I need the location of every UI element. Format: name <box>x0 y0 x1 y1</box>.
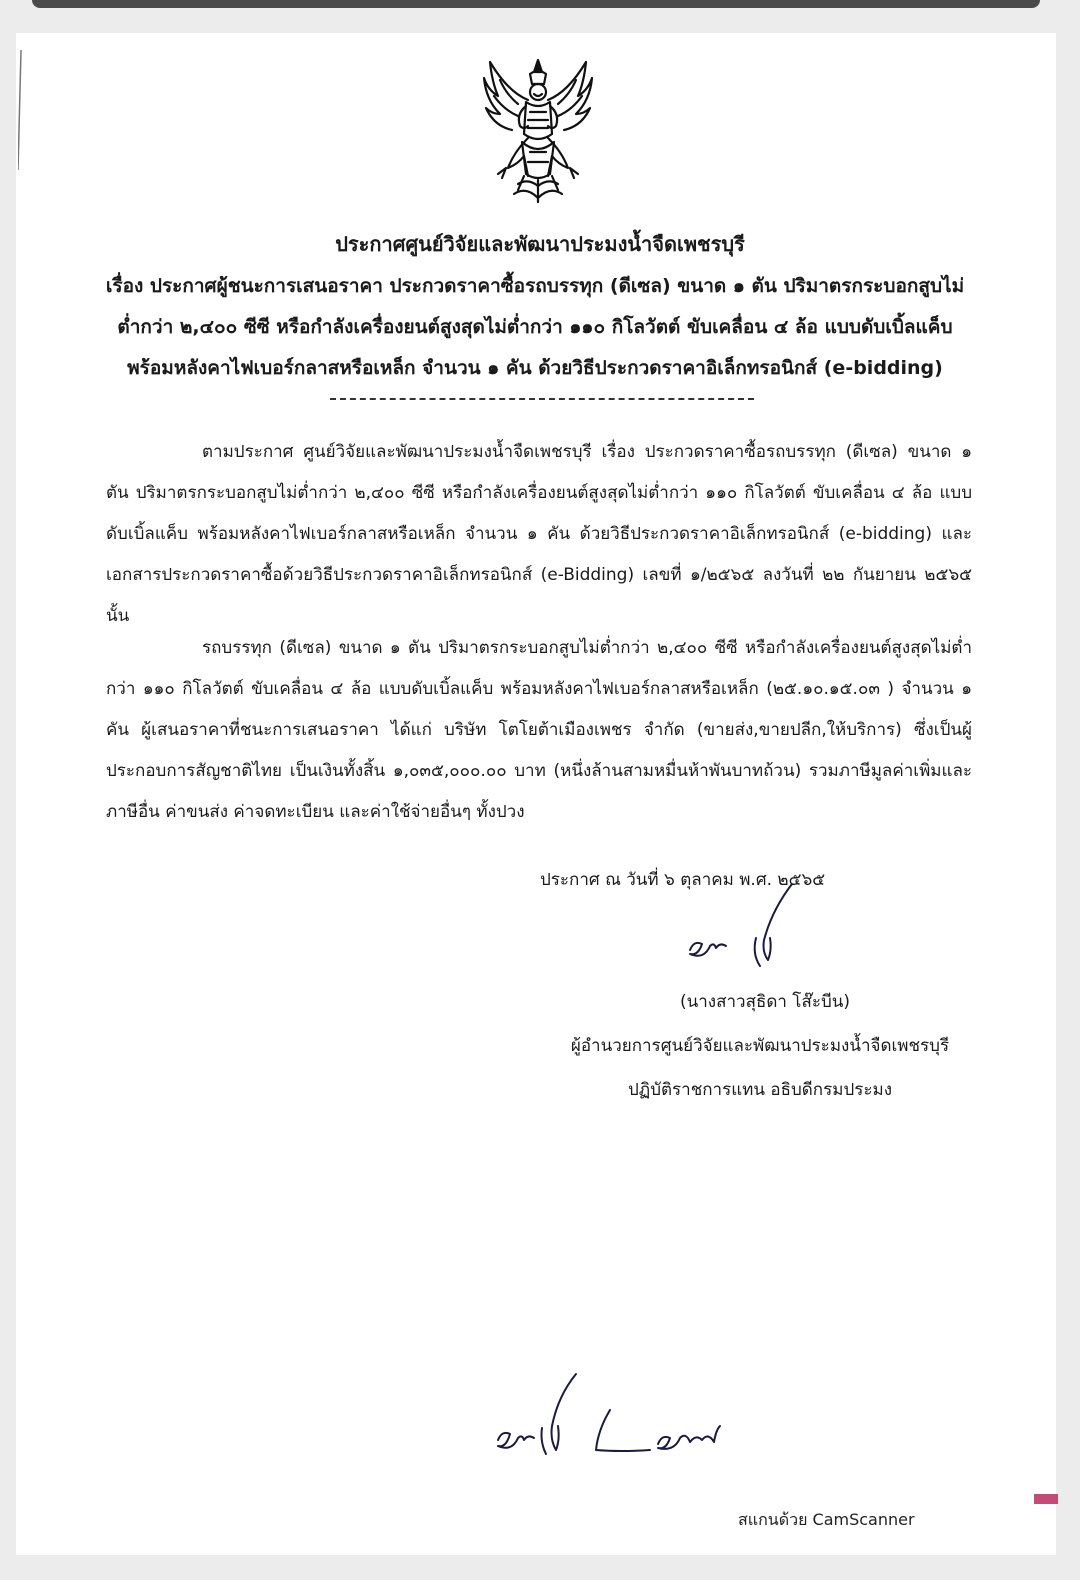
garuda-emblem-icon <box>478 56 598 206</box>
camscanner-watermark: สแกนด้วย CamScanner <box>738 1510 915 1529</box>
signature-icon <box>680 880 830 970</box>
document-subject: เรื่อง ประกาศผู้ชนะการเสนอราคา ประกวดราคาซื้อรถบรรทุก (ดีเซล) ขนาด ๑ ตัน ปริมาตรกระบอกสูบไม่ต่ำกว่า ๒,๔๐๐ ซีซี หรือกำลังเครื่องยนต์สูงสุดไม่ต่ำกว่า ๑๑๐ กิโลวัตต์ ขับเคลื่อน ๔ ล้อ แบบดับเบิ้ลแค็บ พร้อมหลังคาไฟเบอร์กลาสหรือเหล็ก จำนวน ๑ คัน ด้วยวิธีประกวดราคาอิเล็กทรอนิกส์ (e-bidding) <box>105 275 965 379</box>
signatory-name: (นางสาวสุธิดา โส๊ะบีน) <box>680 992 850 1012</box>
signatory-block <box>460 980 1060 1112</box>
viewer-top-bar <box>32 0 1040 8</box>
signatory-acting: ปฏิบัติราชการแทน อธิบดีกรมประมง <box>627 1080 892 1100</box>
body-paragraph-2: รถบรรทุก (ดีเซล) ขนาด ๑ ตัน ปริมาตรกระบอกสูบไม่ต่ำกว่า ๒,๔๐๐ ซีซี หรือกำลังเครื่องยนต์สูงสุดไม่ต่ำกว่า ๑๑๐ กิโลวัตต์ ขับเคลื่อน ๔ ล้อ แบบดับเบิ้ลแค็บ พร้อมหลังคาไฟเบอร์กลาสหรือเหล็ก (๒๕.๑๐.๑๕.๐๓ ) จำนวน ๑ คัน ผู้เสนอราคาที่ชนะการเสนอราคา ได้แก่ บริษัท โตโยต้าเมืองเพชร จำกัด (ขายส่ง,ขายปลีก,ให้บริการ) ซึ่งเป็นผู้ประกอบการสัญชาติไทย เป็นเงินทั้งสิ้น ๑,๐๓๕,๐๐๐.๐๐ บาท (หนึ่งล้านสามหมื่นห้าพันบาทถ้วน) รวมภาษีมูลค่าเพิ่มและภาษีอื่น ค่าขนส่ง ค่าจดทะเบียน และค่าใช้จ่ายอื่นๆ ทั้งปวง <box>106 638 972 822</box>
initials-signature-icon <box>480 1370 740 1480</box>
body-paragraph-1: ตามประกาศ ศูนย์วิจัยและพัฒนาประมงน้ำจืดเพชรบุรี เรื่อง ประกวดราคาซื้อรถบรรทุก (ดีเซล) ขนาด ๑ ตัน ปริมาตรกระบอกสูบไม่ต่ำกว่า ๒,๔๐๐ ซีซี หรือกำลังเครื่องยนต์สูงสุดไม่ต่ำกว่า ๑๑๐ กิโลวัตต์ ขับเคลื่อน ๔ ล้อ แบบดับเบิ้ลแค็บ พร้อมหลังคาไฟเบอร์กลาสหรือเหล็ก จำนวน ๑ คัน ด้วยวิธีประกวดราคาอิเล็กทรอนิกส์ (e-bidding) และเอกสารประกวดราคาซื้อด้วยวิธีประกวดราคาอิเล็กทรอนิกส์ (e-Bidding) เลขที่ ๑/๒๕๖๕ ลงวันที่ ๒๒ กันยายน ๒๕๖๕ นั้น <box>106 442 972 626</box>
viewer-accent-tab <box>1034 1494 1058 1504</box>
announcement-date: ประกาศ ณ วันที่ ๖ ตุลาคม พ.ศ. ๒๕๖๕ <box>540 870 826 890</box>
signatory-position: ผู้อำนวยการศูนย์วิจัยและพัฒนาประมงน้ำจืดเพชรบุรี <box>570 1036 950 1056</box>
section-divider <box>330 398 754 400</box>
document-title: ประกาศศูนย์วิจัยและพัฒนาประมงน้ำจืดเพชรบุรี <box>335 232 745 256</box>
scan-edge-mark <box>18 50 22 170</box>
